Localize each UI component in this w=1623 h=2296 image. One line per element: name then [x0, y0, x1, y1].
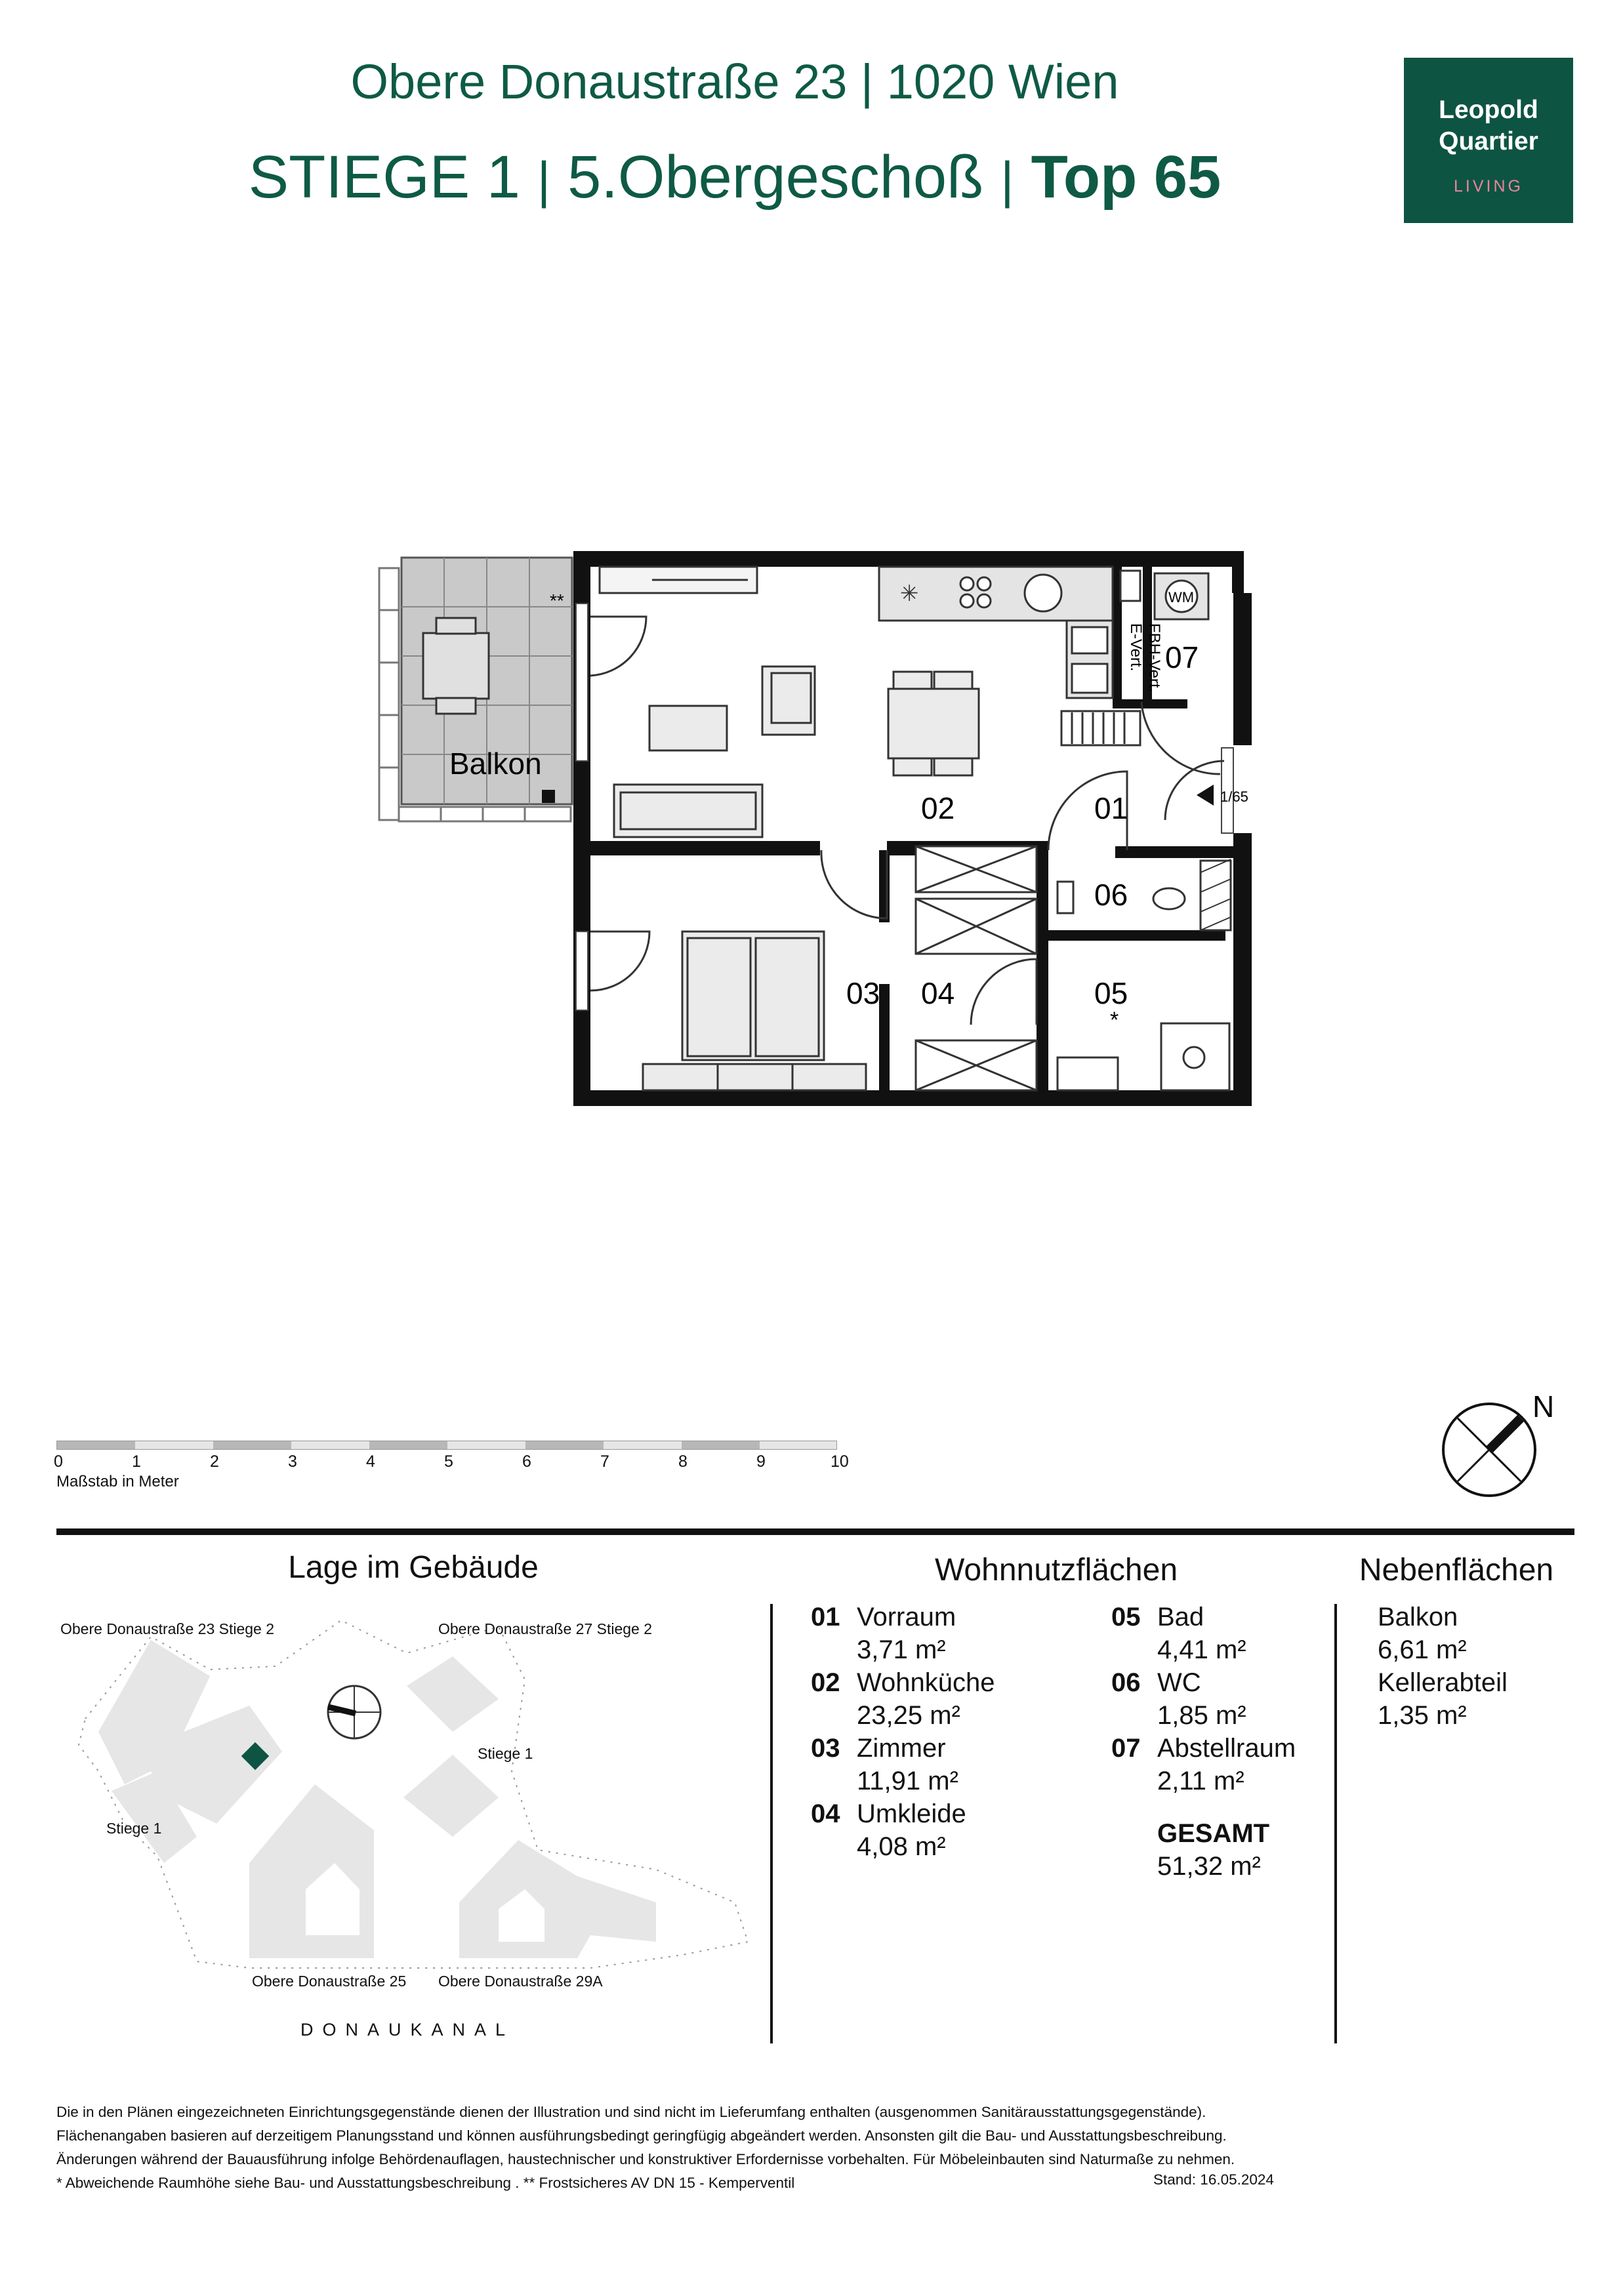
room-entry: [1111, 1601, 1296, 1883]
bath-mark: *: [1110, 1008, 1119, 1033]
unit-label: Top 65: [1031, 144, 1222, 211]
scale-tick: 8: [678, 1452, 688, 1471]
room-name: WC: [1157, 1668, 1201, 1697]
cooktop-icon: ✳: [900, 581, 919, 607]
scale-tick: 10: [831, 1452, 849, 1471]
ancillary-area: 1,35 m²: [1378, 1701, 1467, 1730]
column-divider: [1334, 1604, 1337, 2043]
disclaimer-line: * Abweichende Raumhöhe siehe Bau- und Ausstattungsbeschreibung . ** Frostsicheres AV DN 15 - Kemperventil: [56, 2175, 795, 2191]
room-area: 23,25 m²: [857, 1701, 960, 1730]
disclaimer: [56, 2101, 1303, 2195]
room-num: 02: [811, 1668, 840, 1697]
unit-heading: STIEGE 1 | 5.Obergeschoß | Top 65: [248, 144, 1222, 211]
scale-tick: 3: [288, 1452, 297, 1471]
room-number-02: 02: [921, 791, 955, 825]
room-name: Vorraum: [857, 1603, 956, 1631]
balcony-label: Balkon: [449, 747, 542, 781]
address-heading: Obere Donaustraße 23 | 1020 Wien: [350, 54, 1119, 109]
column-divider: [770, 1604, 773, 2043]
total-area: 51,32 m²: [1157, 1852, 1261, 1881]
room-area: 4,41 m²: [1157, 1635, 1246, 1664]
scale-tick: 5: [444, 1452, 453, 1471]
room-num: 06: [1111, 1668, 1141, 1697]
logo-line-3: LIVING: [1454, 177, 1523, 195]
fbh-label: FBH-Vert.: [1145, 623, 1163, 693]
scale-tick: 9: [756, 1452, 766, 1471]
balcony-area: [379, 558, 572, 821]
room-area: 4,08 m²: [857, 1832, 946, 1861]
room-num: 05: [1111, 1603, 1141, 1631]
disclaimer-line: Flächenangaben basieren auf derzeitigem Planungsstand und können ausführungsbedingt geringfügig abgeändert werden. Ansonsten gilt die Bau- und Ausstattungsbeschreibung.: [56, 2127, 1227, 2144]
total-label: GESAMT: [1157, 1819, 1270, 1848]
site-label-stiege1-right: Stiege 1: [478, 1745, 533, 1762]
room-name: Zimmer: [857, 1734, 946, 1763]
ancillary-area-title: Nebenflächen: [1359, 1553, 1554, 1588]
room-number-06: 06: [1094, 878, 1128, 912]
floor-plan: [328, 538, 1273, 1128]
room-name: Umkleide: [857, 1799, 966, 1828]
wm-label: WM: [1168, 589, 1195, 605]
room-number-04: 04: [921, 976, 955, 1010]
entrance-marker: [1197, 785, 1214, 806]
logo-line-1: Leopold: [1439, 96, 1538, 124]
section-divider: [56, 1528, 1574, 1535]
room-num: 07: [1111, 1734, 1141, 1763]
canal-label: DONAUKANAL: [300, 2020, 515, 2040]
room-entry: [811, 1601, 995, 1863]
room-area: 3,71 m²: [857, 1635, 946, 1664]
floor-label: 5.Obergeschoß: [567, 144, 984, 211]
room-number-01: 01: [1094, 791, 1128, 825]
site-plan: [56, 1614, 765, 2034]
room-area: 1,85 m²: [1157, 1701, 1246, 1730]
disclaimer-line: Die in den Plänen eingezeichneten Einrichtungsgegenstände dienen der Illustration und sind nicht im Lieferumfang enthalten (ausgenommen Sanitärausstattungsgegenstände).: [56, 2104, 1206, 2120]
furniture-rooms: [643, 846, 1231, 1090]
room-number-05: 05: [1094, 976, 1128, 1010]
site-label-od25: Obere Donaustraße 25: [252, 1973, 407, 1990]
ancillary-area: 6,61 m²: [1378, 1635, 1467, 1664]
scale-tick: 6: [522, 1452, 531, 1471]
logo-line-2: Quartier: [1439, 127, 1538, 155]
brand-logo: [1404, 58, 1573, 223]
scale-tick: 4: [366, 1452, 375, 1471]
scale-tick: 1: [132, 1452, 141, 1471]
room-num: 03: [811, 1734, 840, 1763]
ancillary-name: Balkon: [1378, 1603, 1458, 1631]
stair-label: STIEGE 1: [248, 144, 520, 211]
scale-tick: 0: [54, 1452, 63, 1471]
scale-caption: Maßstab in Meter: [56, 1473, 179, 1490]
room-name: Abstellraum: [1157, 1734, 1296, 1763]
site-label-od23: Obere Donaustraße 23 Stiege 2: [60, 1620, 275, 1637]
north-label: N: [1532, 1389, 1555, 1424]
room-number-03: 03: [846, 976, 880, 1010]
room-num: 04: [811, 1799, 840, 1828]
ancillary-name: Kellerabteil: [1378, 1668, 1508, 1697]
room-num: 01: [811, 1603, 840, 1631]
scale-tick: 2: [210, 1452, 219, 1471]
location-title: Lage im Gebäude: [288, 1550, 539, 1585]
room-name: Wohnküche: [857, 1668, 995, 1697]
ancillary-entry: [1378, 1601, 1508, 1732]
living-area-title: Wohnnutzflächen: [934, 1553, 1178, 1588]
scale-bar: [56, 1441, 837, 1450]
site-label-od29a: Obere Donaustraße 29A: [438, 1973, 603, 1990]
scale-tick: 7: [600, 1452, 609, 1471]
door-tag: 1/65: [1220, 789, 1248, 805]
disclaimer-line: Änderungen während der Bauausführung infolge Behördenauflagen, haustechnischer und konstruktiver Erfordernisse vorbehalten. Für Möbeleinbauten sind Naturmaße zu nehmen.: [56, 2151, 1235, 2167]
date-stamp: Stand: 16.05.2024: [1153, 2171, 1274, 2188]
e-vert-label: E-Vert.: [1127, 623, 1145, 672]
site-label-od27: Obere Donaustraße 27 Stiege 2: [438, 1620, 653, 1637]
room-number-07: 07: [1165, 640, 1199, 674]
frost-mark: **: [550, 590, 564, 611]
north-arrow: [1434, 1384, 1565, 1502]
room-area: 11,91 m²: [857, 1767, 958, 1795]
room-area: 2,11 m²: [1157, 1767, 1244, 1795]
site-label-stiege1-left: Stiege 1: [106, 1820, 162, 1837]
room-name: Bad: [1157, 1603, 1204, 1631]
